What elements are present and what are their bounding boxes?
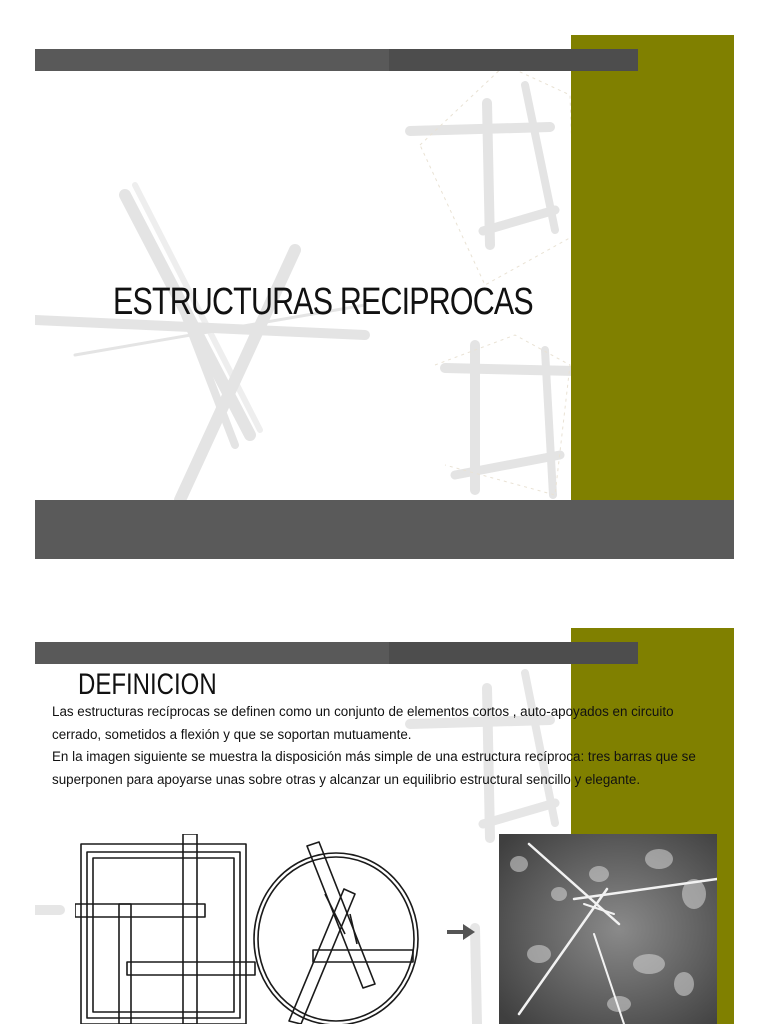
reciprocal-structure-photo [499,834,717,1024]
definition-paragraph: Las estructuras recíprocas se definen como un conjunto de elementos cortos , auto-apoyados en circuito cerrado, sometidos a flexión y que se soportan mutuamente. [52,704,674,742]
definition-text [52,701,718,791]
reciprocal-sketches [75,834,495,1024]
arrow-right-icon [447,924,475,940]
square-reciprocal-sketch [75,834,255,1024]
top-bar [35,49,638,71]
section-heading: DEFINICION [78,668,217,701]
definition-slide [35,628,734,1024]
slide-title: ESTRUCTURAS RECIPROCAS [113,281,533,323]
olive-accent-panel [571,35,734,559]
title-slide [35,35,734,559]
circle-triangle-sketch [254,842,418,1024]
top-bar [35,642,638,664]
definition-paragraph: En la imagen siguiente se muestra la disposición más simple de una estructura recíproca: tres barras que se superponen para apoyarse unas sobre otras y alcanzar un equilibrio estructural sencillo y elegante. [52,749,696,787]
bottom-bar [35,500,734,559]
